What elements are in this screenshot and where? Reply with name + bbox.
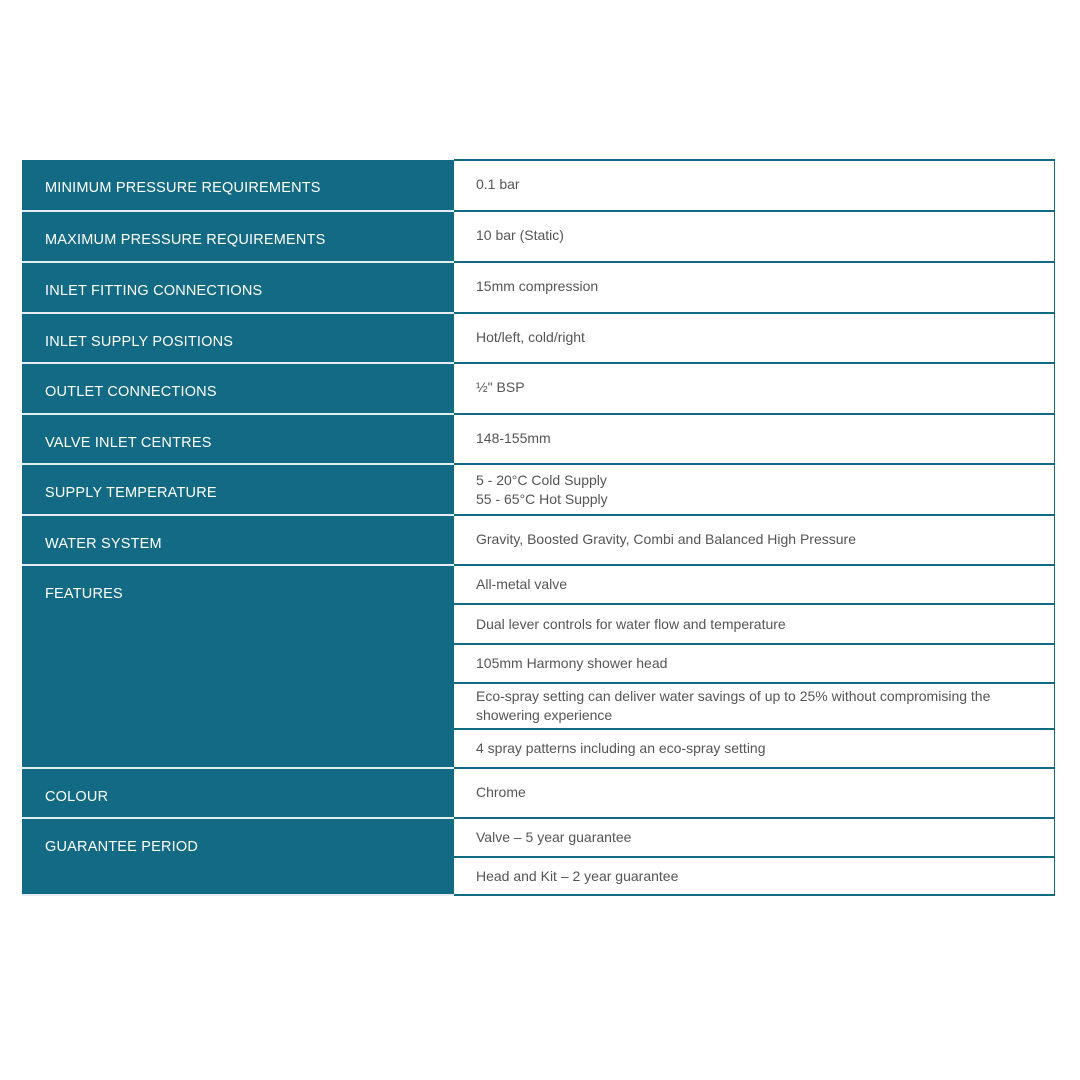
spec-value-line: Valve – 5 year guarantee — [476, 829, 632, 845]
spec-value-line: All-metal valve — [476, 576, 568, 592]
spec-value-line: ½" BSP — [476, 379, 525, 395]
spec-value-line: 15mm compression — [476, 278, 599, 294]
spec-row — [22, 818, 1054, 857]
spec-value-line: 105mm Harmony shower head — [476, 655, 668, 671]
spec-value-cell — [454, 414, 1054, 464]
spec-label-cell — [22, 768, 454, 818]
spec-label-cell — [22, 262, 454, 313]
spec-value-cell — [454, 768, 1054, 818]
spec-label: FEATURES — [45, 586, 123, 602]
spec-row — [22, 464, 1054, 515]
spec-label-cell — [22, 565, 454, 768]
spec-value-cell — [454, 565, 1054, 604]
spec-row — [22, 414, 1054, 464]
spec-value-line: 55 - 65°C Hot Supply — [476, 490, 608, 507]
spec-label: VALVE INLET CENTRES — [45, 435, 212, 451]
spec-row — [22, 313, 1054, 363]
spec-label: INLET SUPPLY POSITIONS — [45, 334, 234, 350]
spec-label: MINIMUM PRESSURE REQUIREMENTS — [45, 180, 321, 196]
spec-row — [22, 363, 1054, 414]
spec-row — [22, 211, 1054, 262]
spec-value — [476, 769, 1046, 802]
spec-value — [476, 263, 1046, 296]
spec-row — [22, 565, 1054, 604]
spec-value-cell — [454, 515, 1054, 565]
spec-value-line: 0.1 bar — [476, 176, 520, 192]
spec-value-line: 10 bar (Static) — [476, 227, 564, 243]
spec-label-cell — [22, 414, 454, 464]
spec-value — [476, 314, 1046, 347]
spec-label: OUTLET CONNECTIONS — [45, 384, 217, 400]
spec-value-cell — [454, 262, 1054, 313]
spec-value-line: Chrome — [476, 784, 526, 800]
spec-value — [476, 867, 1046, 886]
spec-label-cell — [22, 160, 454, 211]
spec-label: COLOUR — [45, 789, 109, 805]
spec-label-cell — [22, 515, 454, 565]
spec-value-cell — [454, 464, 1054, 515]
spec-label: WATER SYSTEM — [45, 536, 162, 552]
spec-value-cell — [454, 160, 1054, 211]
spec-value — [476, 471, 1046, 509]
spec-row — [22, 768, 1054, 818]
spec-value — [476, 575, 1046, 594]
spec-value-cell — [454, 644, 1054, 683]
spec-value-cell — [454, 857, 1054, 895]
spec-value-line: Gravity, Boosted Gravity, Combi and Balanced High Pressure — [476, 531, 856, 547]
spec-table-body — [22, 160, 1054, 895]
spec-label-cell — [22, 363, 454, 414]
spec-value — [476, 212, 1046, 245]
spec-value-line: Dual lever controls for water flow and temperature — [476, 615, 786, 632]
spec-value-cell — [454, 818, 1054, 857]
spec-value-line: Head and Kit – 2 year guarantee — [476, 867, 679, 884]
spec-label: MAXIMUM PRESSURE REQUIREMENTS — [45, 232, 326, 248]
spec-label-cell — [22, 818, 454, 895]
spec-value-line: Hot/left, cold/right — [476, 329, 585, 345]
spec-value — [476, 615, 1046, 634]
spec-value-cell — [454, 683, 1054, 729]
spec-value — [476, 516, 1046, 549]
spec-value-line: 5 - 20°C Cold Supply — [476, 471, 607, 488]
spec-value-cell — [454, 729, 1054, 768]
spec-value-cell — [454, 363, 1054, 414]
spec-row — [22, 262, 1054, 313]
spec-value-cell — [454, 604, 1054, 644]
spec-value-cell — [454, 211, 1054, 262]
spec-value-line: 148-155mm — [476, 430, 551, 446]
spec-row — [22, 515, 1054, 565]
spec-value-line: 4 spray patterns including an eco-spray setting — [476, 740, 766, 756]
spec-label: GUARANTEE PERIOD — [45, 839, 199, 855]
spec-value — [476, 739, 1046, 758]
spec-value — [476, 654, 1046, 673]
spec-label: INLET FITTING CONNECTIONS — [45, 283, 263, 299]
spec-table — [22, 159, 1055, 896]
spec-value — [476, 161, 1046, 194]
spec-value — [476, 364, 1046, 397]
spec-row — [22, 160, 1054, 211]
spec-label-cell — [22, 313, 454, 363]
spec-value-line: Eco-spray setting can deliver water savings of up to 25% without compromising the showering experience — [476, 688, 991, 723]
spec-value — [476, 828, 1046, 847]
spec-label: SUPPLY TEMPERATURE — [45, 485, 217, 501]
spec-value — [476, 687, 1046, 725]
spec-value-cell — [454, 313, 1054, 363]
spec-label-cell — [22, 211, 454, 262]
spec-label-cell — [22, 464, 454, 515]
spec-value — [476, 415, 1046, 448]
